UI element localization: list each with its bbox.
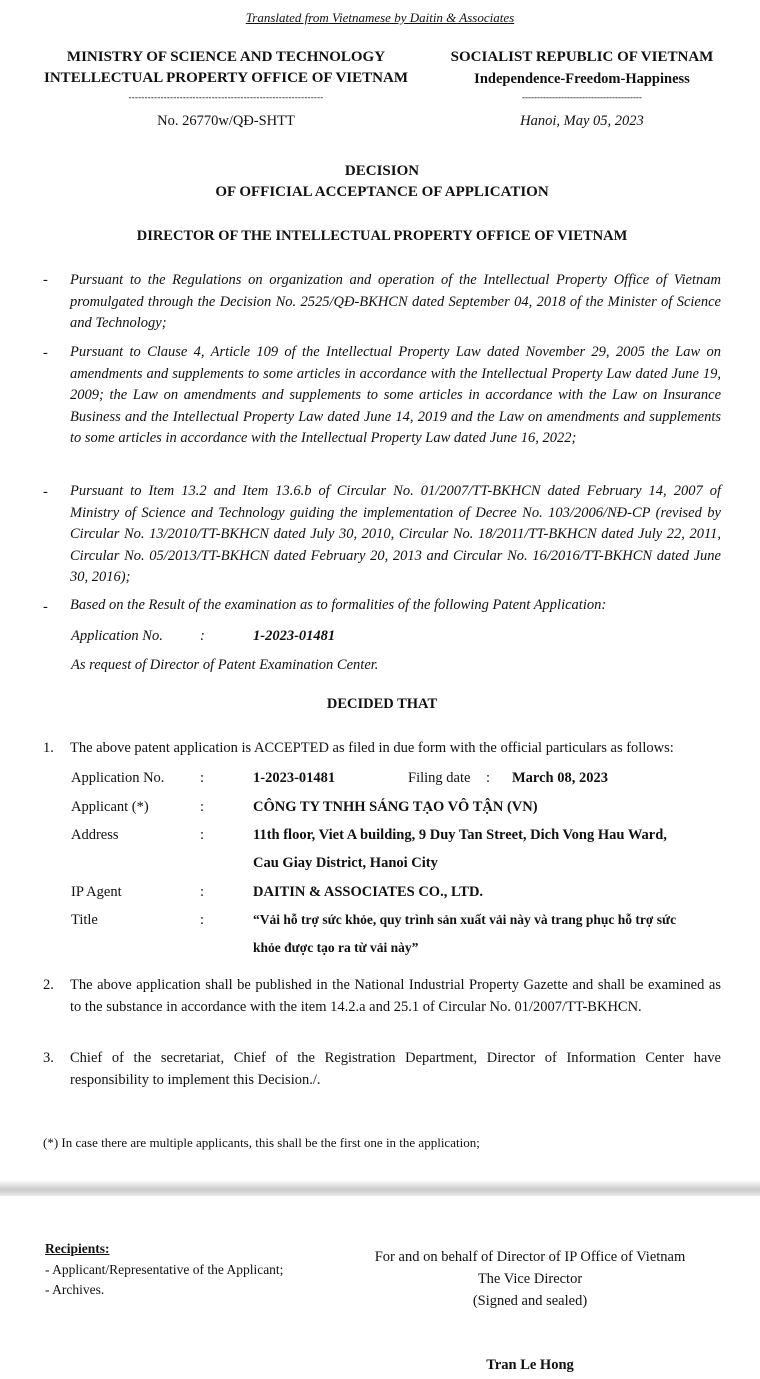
applicant-value: CÔNG TY TNHH SÁNG TẠO VÔ TẬN (VN) [253, 799, 538, 815]
filing-date-colon: : [486, 770, 491, 786]
decision-subtitle: OF OFFICIAL ACCEPTANCE OF APPLICATION [215, 184, 549, 200]
document-number: No. 26770w/QĐ-SHTT [157, 113, 295, 129]
address-line-1: 11th floor, Viet A building, 9 Duy Tan Street, Dich Vong Hau Ward, [253, 827, 667, 843]
title-colon: : [200, 912, 205, 928]
bullet-dash: - [43, 272, 48, 288]
item-number-1: 1. [43, 740, 54, 756]
address-line-2: Cau Giay District, Hanoi City [253, 855, 438, 871]
address-colon: : [200, 827, 205, 843]
applicant-label: Applicant (*) [71, 799, 149, 815]
address-label: Address [71, 827, 119, 843]
bullet-dash: - [43, 345, 48, 361]
decided-heading: DECIDED THAT [326, 696, 438, 712]
application-ref-label: Application No. [71, 628, 163, 644]
app-no-colon: : [200, 770, 205, 786]
translation-note: Translated from Vietnamese by Daitin & Associates [245, 10, 515, 25]
applicant-colon: : [200, 799, 205, 815]
application-ref-number: 1-2023-01481 [253, 628, 336, 644]
recipient-1: - Applicant/Representative of the Applicant; [45, 1262, 284, 1277]
ministry-name: MINISTRY OF SCIENCE AND TECHNOLOGY [66, 49, 386, 65]
bullet-dash: - [43, 599, 48, 615]
place-date: Hanoi, May 05, 2023 [520, 113, 644, 129]
app-no-value: 1-2023-01481 [253, 770, 336, 786]
request-note: As request of Director of Patent Examination Center. [71, 657, 379, 673]
recipients-heading: Recipients: [45, 1241, 110, 1256]
item-text-2: The above application shall be published in the National Industrial Property Gazette and shall be examined as to the substance in accordance with the item 14.2.a and 25.1 of Circular No. 01/2007/TT-BKHCN. [70, 977, 721, 1015]
app-no-label: Application No. [71, 770, 165, 786]
signature-role: The Vice Director [477, 1271, 583, 1287]
ip-agent-value: DAITIN & ASSOCIATES CO., LTD. [253, 884, 484, 900]
item-text-1: The above patent application is ACCEPTED as filed in due form with the official particulars as follows: [70, 740, 674, 756]
country-name: SOCIALIST REPUBLIC OF VIETNAM [450, 49, 714, 65]
invention-title-line-1: “Vải hỗ trợ sức khỏe, quy trình sản xuất vải này và trang phục hỗ trợ sức [253, 912, 677, 927]
recipient-2: - Archives. [45, 1282, 105, 1297]
ip-agent-colon: : [200, 884, 205, 900]
pursuant-clause-4: Based on the Result of the examination as to formalities of the following Patent Application: [70, 597, 607, 613]
page-break-divider [0, 1180, 760, 1196]
signature-on-behalf: For and on behalf of Director of IP Office of Vietnam [374, 1249, 686, 1265]
header-left-rule: ------------------------------------------------------------- [128, 92, 324, 102]
ip-agent-label: IP Agent [71, 884, 122, 900]
signatory-name: Tran Le Hong [486, 1357, 574, 1373]
filing-date-label: Filing date [408, 770, 471, 786]
item-number-2: 2. [43, 977, 54, 993]
pursuant-clause-1: Pursuant to the Regulations on organization and operation of the Intellectual Property Office of Vietnam promulgated through the Decision No. 2525/QĐ-BKHCN dated September 04, 2018 of the Minister of Science and Technology; [70, 272, 721, 331]
decision-title: DECISION [344, 163, 420, 179]
office-name: INTELLECTUAL PROPERTY OFFICE OF VIETNAM [44, 70, 408, 86]
footnote: (*) In case there are multiple applicants, this shall be the first one in the application; [43, 1135, 480, 1150]
invention-title-line-2: khỏe được tạo ra từ vải này” [253, 940, 419, 955]
item-number-3: 3. [43, 1050, 54, 1066]
national-motto: Independence-Freedom-Happiness [474, 71, 690, 87]
director-heading: DIRECTOR OF THE INTELLECTUAL PROPERTY OFFICE OF VIETNAM [136, 228, 628, 244]
filing-date-value: March 08, 2023 [512, 770, 608, 786]
pursuant-clause-3: Pursuant to Item 13.2 and Item 13.6.b of Circular No. 01/2007/TT-BKHCN dated February 14, 2007 of Ministry of Science and Technology guiding the implementation of Decree No. 103/2006/NĐ-CP (revised by Circular No. 13/2010/TT-BKHCN dated July 30, 2010, Circular No. 18/2011/TT-BKHCN dated July 22, 2011, Circular No. 05/2013/TT-BKHCN dated February 20, 2013 and Circular No. 16/2016/TT-BKHCN dated June 30, 2016); [70, 483, 721, 585]
header-right-rule: ---------------------------------------- [522, 92, 642, 102]
item-text-3: Chief of the secretariat, Chief of the Registration Department, Director of Information Center have responsibility to implement this Decision./. [70, 1050, 721, 1088]
pursuant-clause-2: Pursuant to Clause 4, Article 109 of the Intellectual Property Law dated November 29, 2005 the Law on amendments and supplements to some articles in accordance with the Intellectual Property Law dated June 19, 2009; the Law on amendments and supplements to some articles in accordance with the Law on Insurance Business and the Intellectual Property Law dated June 14, 2019 and the Law on amendments and supplements to some articles in accordance with the Intellectual Property Law dated June 16, 2022; [70, 344, 721, 446]
application-ref-colon: : [200, 628, 205, 644]
title-label: Title [71, 912, 98, 928]
signature-note: (Signed and sealed) [472, 1293, 588, 1309]
bullet-dash: - [43, 484, 48, 500]
